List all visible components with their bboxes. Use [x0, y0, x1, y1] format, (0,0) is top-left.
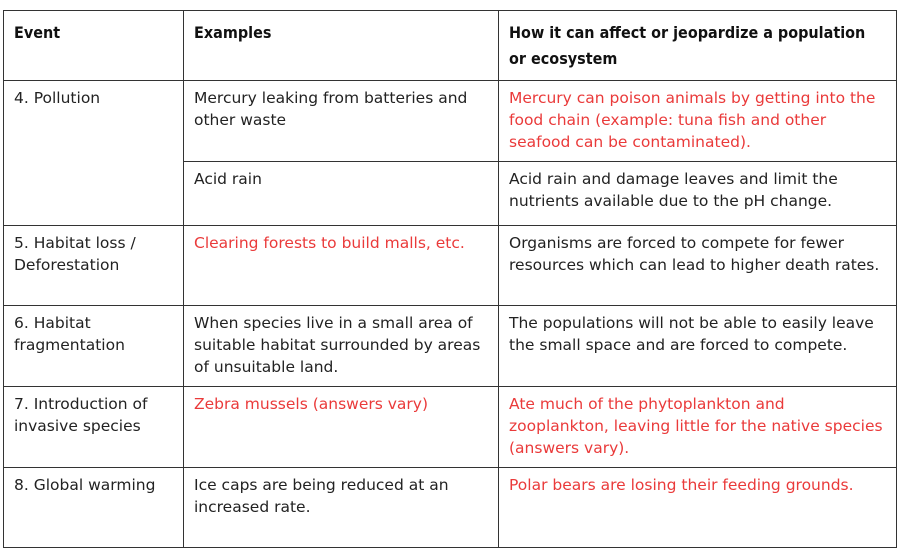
example-cell: Mercury leaking from batteries and other waste: [184, 81, 499, 162]
effect-cell: Ate much of the phytoplankton and zooplankton, leaving little for the native species (answers vary).: [499, 387, 897, 468]
effect-cell: Polar bears are losing their feeding grounds.: [499, 468, 897, 548]
effect-cell: Acid rain and damage leaves and limit the nutrients available due to the pH change.: [499, 162, 897, 226]
effect-cell: The populations will not be able to easily leave the small space and are forced to compete.: [499, 306, 897, 387]
table-row: [4, 226, 897, 306]
header-event: Event: [4, 11, 184, 81]
header-examples: Examples: [184, 11, 499, 81]
header-effect: How it can affect or jeopardize a population or ecosystem: [499, 11, 897, 81]
event-cell: 4. Pollution: [4, 81, 184, 226]
effect-cell: Mercury can poison animals by getting into the food chain (example: tuna fish and other seafood can be contaminated).: [499, 81, 897, 162]
table-row: [4, 387, 897, 468]
example-cell: Zebra mussels (answers vary): [184, 387, 499, 468]
table-row: [4, 81, 897, 162]
event-cell: 8. Global warming: [4, 468, 184, 548]
event-cell: 6. Habitat fragmentation: [4, 306, 184, 387]
example-cell: Clearing forests to build malls, etc.: [184, 226, 499, 306]
event-cell: 5. Habitat loss / Deforestation: [4, 226, 184, 306]
example-cell: Acid rain: [184, 162, 499, 226]
events-table: [3, 10, 897, 548]
table-row: [4, 306, 897, 387]
table-row: [4, 468, 897, 548]
event-cell: 7. Introduction of invasive species: [4, 387, 184, 468]
effect-cell: Organisms are forced to compete for fewer resources which can lead to higher death rates.: [499, 226, 897, 306]
example-cell: When species live in a small area of suitable habitat surrounded by areas of unsuitable land.: [184, 306, 499, 387]
example-cell: Ice caps are being reduced at an increased rate.: [184, 468, 499, 548]
header-row: [4, 11, 897, 81]
